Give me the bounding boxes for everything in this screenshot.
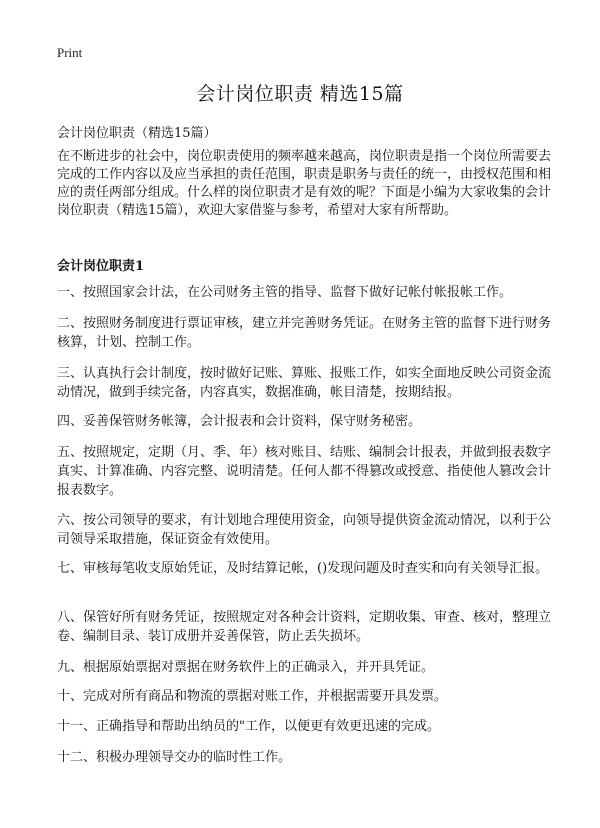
duty-item-9: 九、根据原始票据对票据在财务软件上的正确录入，并开具凭证。 [57,660,435,675]
duty-item-5: 五、按照规定，定期（月、季、年）核对账目、结账、编制会计报表，并做到报表数字真实、计算准确、内容完整、说明清楚。任何人都不得篡改或授意、指使他人篡改会计报表数字。 [57,445,552,498]
duty-item-3: 三、认真执行会计制度，按时做好记账、算账、报账工作，如实全面地反映公司资金流动情况，做到手续完备，内容真实，数据准确，帐目清楚，按期结报。 [57,366,552,400]
duty-item-8: 八、保管好所有财务凭证，按照规定对各种会计资料，定期收集、审查、核对，整理立卷、编制目录、装订成册并妥善保管，防止丢失损坏。 [57,610,552,644]
print-link[interactable]: Print [57,45,83,60]
duty-item-1: 一、按照国家会计法，在公司财务主管的指导、监督下做好记帐付帐报帐工作。 [57,285,513,300]
duty-item-6: 六、按公司领导的要求，有计划地合理使用资金，向领导提供资金流动情况，以利于公司领导采取措施，保证资金有效使用。 [57,513,552,547]
section-heading: 会计岗位职责1 [57,259,145,274]
intro-paragraph: 在不断进步的社会中，岗位职责使用的频率越来越高，岗位职责是指一个岗位所需要去完成的工作内容以及应当承担的责任范围，职责是职务与责任的统一，由授权范围和相应的责任两部分组成。什么样的岗位职责才是有效的呢？下面是小编为大家收集的会计岗位职责（精选15篇），欢迎大家借鉴与参考，希望对大家有所帮助。 [57,149,552,218]
duty-item-10: 十、完成对所有商品和物流的票据对账工作，并根据需要开具发票。 [57,689,448,704]
duty-item-12: 十二、积极办理领导交办的临时性工作。 [57,750,292,765]
duty-item-11: 十一、正确指导和帮助出纳员的"工作，以便更有效更迅速的完成。 [57,719,440,734]
duty-item-2: 二、按照财务制度进行票证审核，建立并完善财务凭证。在财务主管的监督下进行财务核算，计划、控制工作。 [57,316,552,350]
duty-item-7: 七、审核每笔收支原始凭证，及时结算记帐，()发现问题及时查实和向有关领导汇报。 [57,561,549,576]
duty-item-4: 四、妥善保管财务帐簿，会计报表和会计资料，保守财务秘密。 [57,414,422,429]
document-subtitle: 会计岗位职责（精选15篇） [57,126,217,141]
page-title: 会计岗位职责 精选15篇 [196,83,404,105]
